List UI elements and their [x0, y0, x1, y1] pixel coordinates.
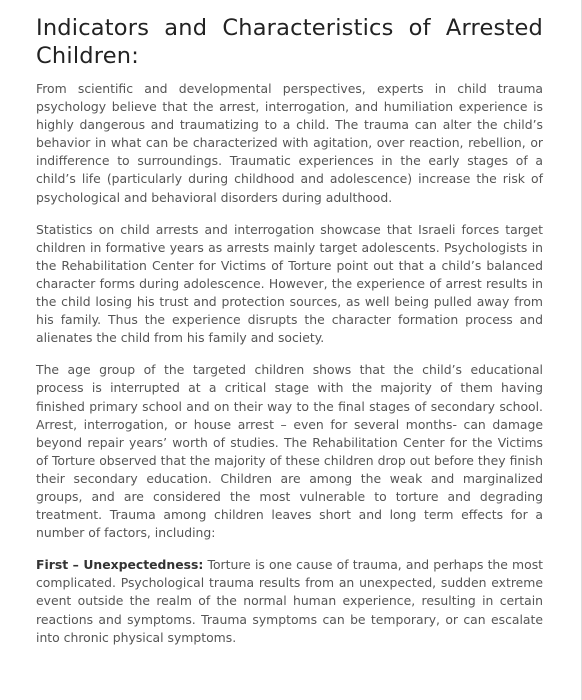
paragraph-2: Statistics on child arrests and interrogation showcase that Israeli forces target children in formative years as arrests mainly target adolescents. Psychologists in the Rehabilitation Center for Victims of Torture point out that a child’s balanced character forms during adolescence. However, the experience of arrest results in the child losing his trust and protection sources, as well being pulled away from his family. Thus the experience disrupts the character formation process and alienates the child from his family and society. [36, 221, 543, 346]
factor-paragraph [36, 556, 543, 646]
paragraph-1: From scientific and developmental perspectives, experts in child trauma psychology believe that the arrest, interrogation, and humiliation experience is highly dangerous and traumatizing to a child. The trauma can alter the child’s behavior in what can be characterized with agitation, over reaction, rebellion, or indifference to surroundings. Traumatic experiences in the early stages of a child’s life (particularly during childhood and adolescence) increase the risk of psychological and behavioral disorders during adulthood. [36, 81, 543, 205]
factor-lead: First – Unexpectedness: [36, 557, 204, 573]
article-title: Indicators and Characteristics of Arrested Children: [36, 15, 543, 69]
factor-text: Torture is one cause of trauma, and perhaps the most complicated. Psychological trauma results from an unexpected, sudden extreme event outside the realm of the normal human experience, resulting in certain reactions and symptoms. Trauma symptoms can be temporary, or can escalate into chronic physical symptoms. [36, 557, 544, 645]
article [36, 14, 543, 661]
paragraph-3: The age group of the targeted children shows that the child’s educational process is interrupted at a critical stage with the majority of them having finished primary school and on their way to the final stages of secondary school. Arrest, interrogation, or house arrest – even for several months- can damage beyond repair years’ worth of studies. The Rehabilitation Center for the Victims of Torture observed that the majority of these children drop out before they finish their secondary education. Children are among the weak and marginalized groups, and are considered the most vulnerable to torture and degrading treatment. Trauma among children leaves short and long term effects for a number of factors, including: [36, 362, 543, 541]
